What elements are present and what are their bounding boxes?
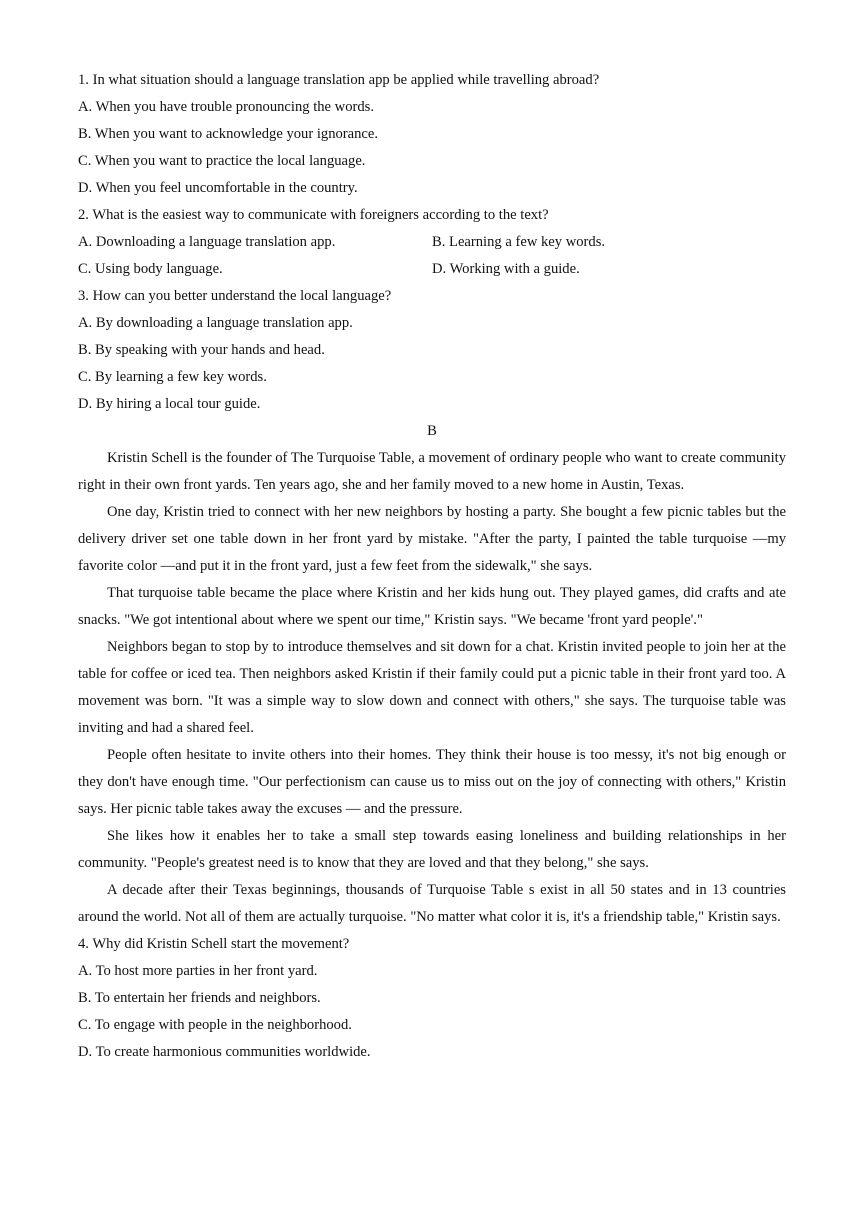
question-1-option-a: A. When you have trouble pronouncing the words. [78, 99, 375, 115]
question-3-option-d: D. By hiring a local tour guide. [78, 396, 261, 412]
question-2-option-d: D. Working with a guide. [432, 261, 580, 277]
question-2-option-b: B. Learning a few key words. [432, 234, 606, 250]
question-2-option-c: C. Using body language. [78, 261, 223, 277]
passage-paragraph: Neighbors began to stop by to introduce themselves and sit down for a chat. Kristin invited people to join her at the table for coffee or iced tea. Then neighbors asked Kristin if their family could put a picnic table in their front yard too. A movement was born. "It was a simple way to slow down and connect with others," she says. The turquoise table was inviting and had a shared feel. [78, 639, 786, 736]
passage-paragraph: That turquoise table became the place where Kristin and her kids hung out. They played games, did crafts and ate snacks. "We got intentional about where we spent our time," Kristin says. "We became 'front yard people'." [78, 585, 786, 628]
question-2-options-row-1 [78, 229, 786, 256]
question-4-option-b: B. To entertain her friends and neighbors. [78, 990, 321, 1006]
question-3-option-b: B. By speaking with your hands and head. [78, 342, 325, 358]
passage-paragraph: A decade after their Texas beginnings, thousands of Turquoise Table s exist in all 50 states and in 13 countries around the world. Not all of them are actually turquoise. "No matter what color it is, it's a friendship table," Kristin says. [78, 882, 786, 925]
question-2-stem: 2. What is the easiest way to communicate with foreigners according to the text? [78, 207, 549, 223]
question-2-option-a: A. Downloading a language translation app. [78, 234, 336, 250]
document-page [78, 67, 786, 1066]
passage-paragraph: People often hesitate to invite others into their homes. They think their house is too messy, it's not big enough or they don't have enough time. "Our perfectionism can cause us to miss out on the joy of connecting with others," Kristin says. Her picnic table takes away the excuses — and the pressure. [78, 747, 786, 817]
question-3-option-a: A. By downloading a language translation app. [78, 315, 353, 331]
question-1-stem: 1. In what situation should a language translation app be applied while travelling abroad? [78, 72, 600, 88]
question-2-options-row-2 [78, 256, 786, 283]
passage-paragraph: One day, Kristin tried to connect with her new neighbors by hosting a party. She bought a few picnic tables but the delivery driver set one table down in her front yard by mistake. "After the party, I painted the table turquoise —my favorite color —and put it in the front yard, just a few feet from the sidewalk," she says. [78, 504, 786, 574]
question-1-option-b: B. When you want to acknowledge your ignorance. [78, 126, 379, 142]
passage-paragraph: Kristin Schell is the founder of The Turquoise Table, a movement of ordinary people who want to create community right in their own front yards. Ten years ago, she and her family moved to a new home in Austin, Texas. [78, 450, 786, 493]
question-4-option-a: A. To host more parties in her front yard. [78, 963, 318, 979]
question-4-option-d: D. To create harmonious communities worldwide. [78, 1044, 371, 1060]
question-1-option-c: C. When you want to practice the local language. [78, 153, 366, 169]
question-3-option-c: C. By learning a few key words. [78, 369, 267, 385]
section-b-heading: B [427, 423, 437, 439]
question-1-option-d: D. When you feel uncomfortable in the country. [78, 180, 358, 196]
question-4-stem: 4. Why did Kristin Schell start the movement? [78, 936, 350, 952]
passage-paragraph: She likes how it enables her to take a small step towards easing loneliness and building relationships in her community. "People's greatest need is to know that they are loved and that they belong," she says. [78, 828, 786, 871]
question-3-stem: 3. How can you better understand the local language? [78, 288, 392, 304]
question-4-option-c: C. To engage with people in the neighborhood. [78, 1017, 352, 1033]
